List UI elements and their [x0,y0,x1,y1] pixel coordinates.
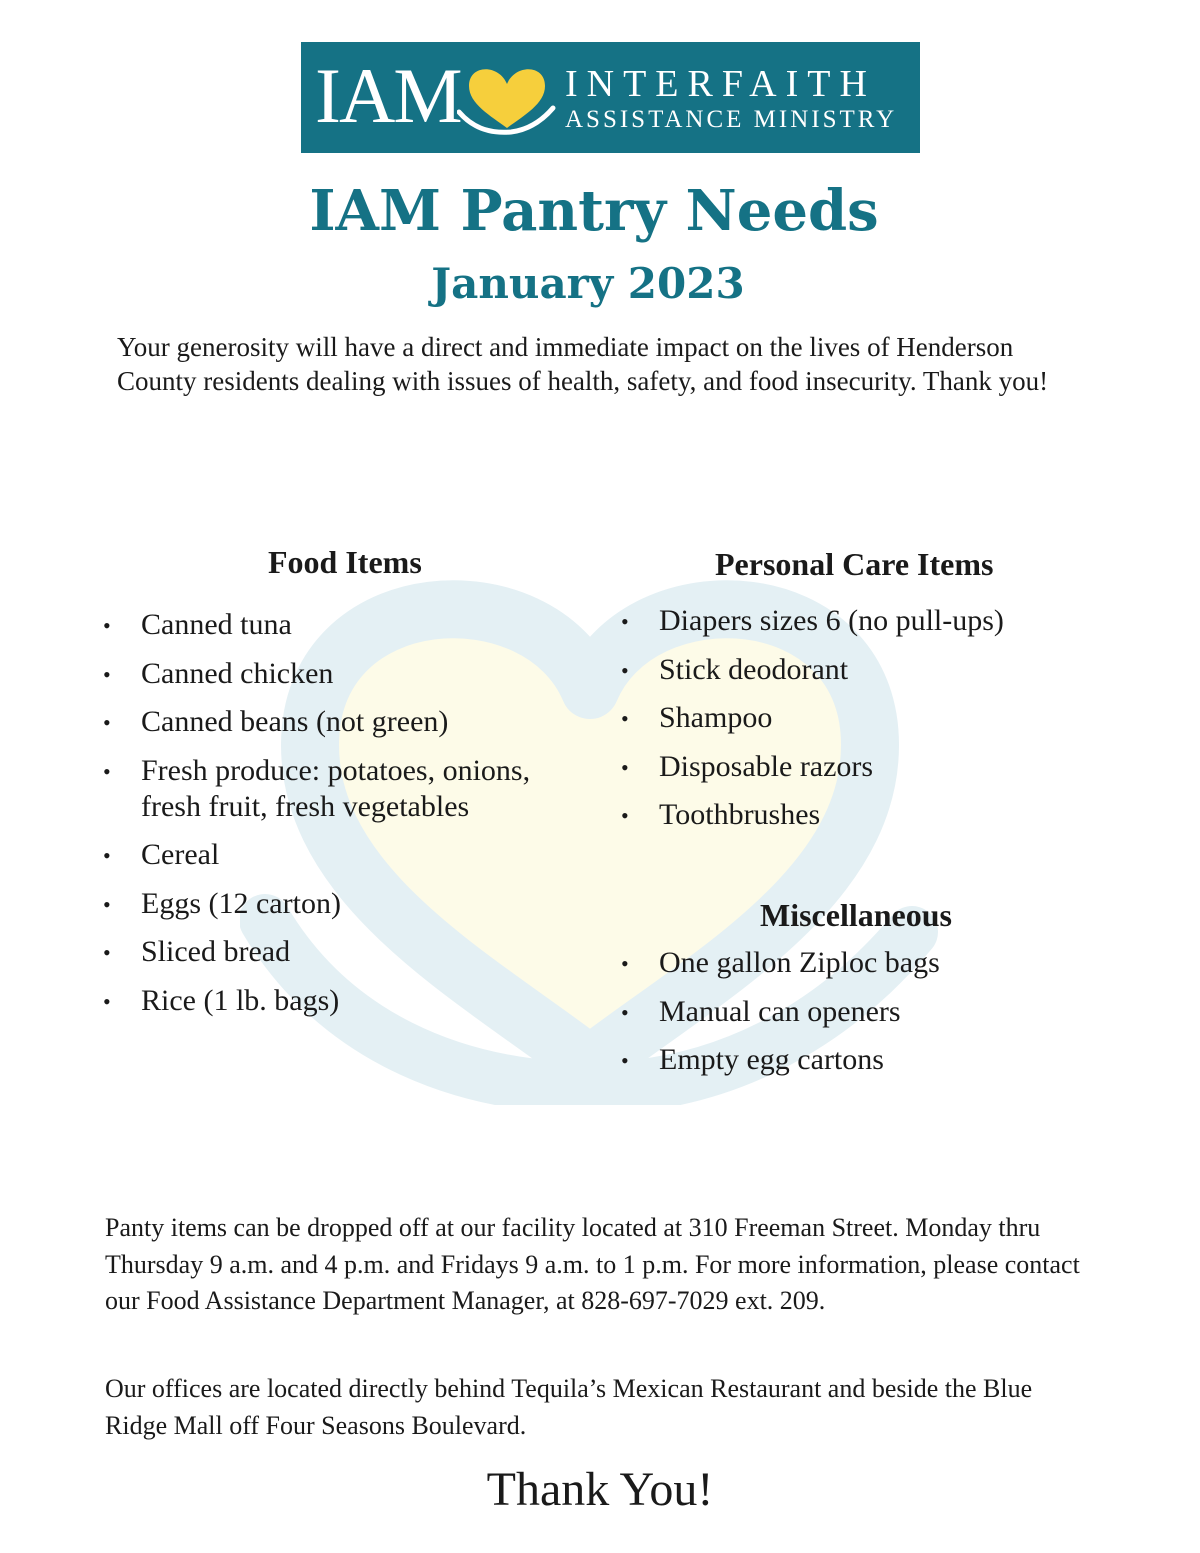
intro-paragraph: Your generosity will have a direct and immediate impact on the lives of Henderson County residents dealing with issues of health, safety, and food insecurity. Thank you! [117,332,1049,396]
list-item: • Cereal [103,837,593,873]
logo-org-line2: ASSISTANCE MINISTRY [565,106,898,133]
list-item: • Eggs (12 carton) [103,886,593,922]
dropoff-paragraph: Panty items can be dropped off at our facility located at 310 Freeman Street. Monday thru Thursday 9 a.m. and 4 p.m. and Fridays 9 a.m. to 1 p.m. For more information, please contact our Food Assistance Department Manager, at 828-697-7029 ext. 209. [105,1213,1080,1316]
list-item: • Shampoo [621,700,1091,736]
list-item: • Manual can openers [621,994,1091,1030]
list-item: • Disposable razors [621,749,1091,785]
list-item: • Empty egg cartons [621,1042,1091,1078]
food-heading: Food Items [268,544,422,580]
location-paragraph: Our offices are located directly behind Tequila’s Mexican Restaurant and beside the Blue Ridge Mall off Four Seasons Boulevard. [105,1374,1033,1440]
list-item: • Sliced bread [103,934,593,970]
page-title: IAM Pantry Needs [309,178,879,244]
logo-org-line1: INTERFAITH [565,63,876,105]
list-item: • Canned tuna [103,607,593,643]
personal-care-list [621,603,1091,846]
list-item: • Toothbrushes [621,797,1091,833]
list-item: • Stick deodorant [621,652,1091,688]
heart-hand-icon [457,58,557,136]
thank-you-text: Thank You! [486,1463,714,1516]
logo-abbr: IAM [315,52,461,139]
list-item: • Canned chicken [103,656,593,692]
list-item: • Canned beans (not green) [103,704,593,740]
list-item: • One gallon Ziploc bags [621,945,1091,981]
miscellaneous-heading: Miscellaneous [760,897,952,933]
miscellaneous-list [621,945,1091,1091]
food-list [103,607,593,1031]
logo-banner [301,42,920,153]
page-subtitle: January 2023 [431,259,745,308]
personal-care-heading: Personal Care Items [715,546,994,582]
list-item: • Rice (1 lb. bags) [103,983,593,1019]
list-item: • Fresh produce: potatoes, onions, fresh fruit, fresh vegetables [103,753,593,825]
list-item: • Diapers sizes 6 (no pull-ups) [621,603,1091,639]
